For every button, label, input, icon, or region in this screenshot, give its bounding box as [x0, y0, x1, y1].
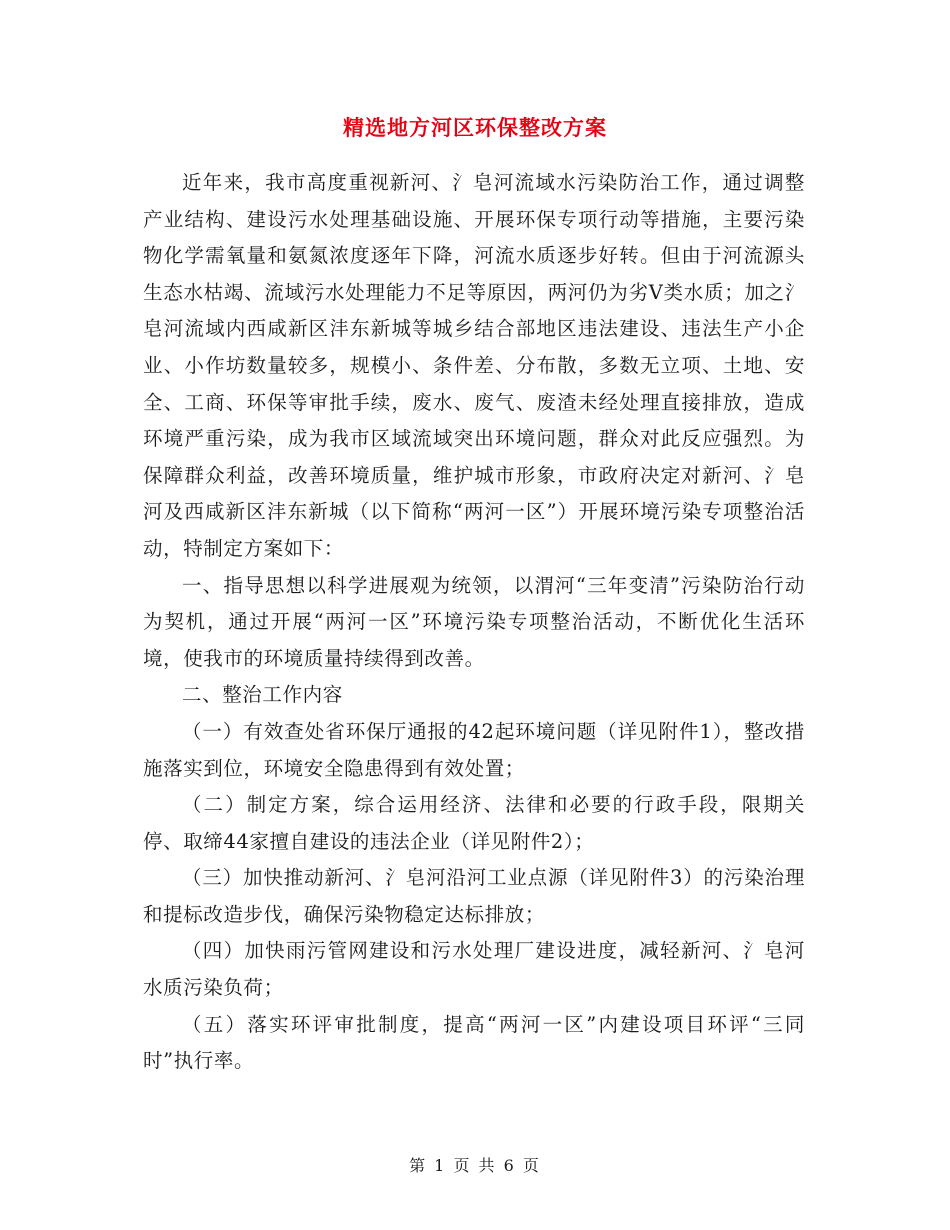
page-number-footer: 第 1 页 共 6 页: [409, 1156, 541, 1175]
document-title: 精选地方河区环保整改方案: [343, 115, 607, 140]
paragraph-item-1: （一）有效查处省环保厅通报的42起环境问题（详见附件1），整改措施落实到位，环境安全隐患得到有效处置；: [143, 719, 805, 780]
paragraph-item-4: （四）加快雨污管网建设和污水处理厂建设进度，减轻新河、氵皂河水质污染负荷；: [143, 939, 805, 1000]
document-body: [143, 165, 805, 1080]
paragraph-intro: 近年来，我市高度重视新河、氵皂河流域水污染防治工作，通过调整产业结构、建设污水处理基础设施、开展环保专项行动等措施，主要污染物化学需氧量和氨氮浓度逐年下降，河流水质逐步好转。但由于河流源头生态水枯竭、流域污水处理能力不足等原因，两河仍为劣Ⅴ类水质；加之氵皂河流域内西咸新区沣东新城等城乡结合部地区违法建设、违法生产小企业、小作坊数量较多，规模小、条件差、分布散，多数无立项、土地、安全、工商、环保等审批手续，废水、废气、废渣未经处理直接排放，造成环境严重污染，成为我市区域流域突出环境问题，群众对此反应强烈。为保障群众利益，改善环境质量，维护城市形象，市政府决定对新河、氵皂河及西咸新区沣东新城（以下简称“两河一区”）开展环境污染专项整治活动，特制定方案如下：: [143, 171, 805, 560]
paragraph-item-2: （二）制定方案，综合运用经济、法律和必要的行政手段，限期关停、取缔44家擅自建设的违法企业（详见附件2）；: [143, 793, 805, 853]
paragraph-item-3: （三）加快推动新河、氵皂河沿河工业点源（详见附件3）的污染治理和提标改造步伐，确保污染物稳定达标排放；: [143, 866, 805, 926]
section-heading-work-content: 二、整治工作内容: [182, 683, 343, 707]
paragraph-guiding-thought: 一、指导思想以科学进展观为统领，以渭河“三年变清”污染防治行动为契机，通过开展“两河一区”环境污染专项整治活动，不断优化生活环境，使我市的环境质量持续得到改善。: [143, 573, 805, 670]
paragraph-item-5: （五）落实环评审批制度，提高“两河一区”内建设项目环评“三同时”执行率。: [143, 1012, 805, 1073]
